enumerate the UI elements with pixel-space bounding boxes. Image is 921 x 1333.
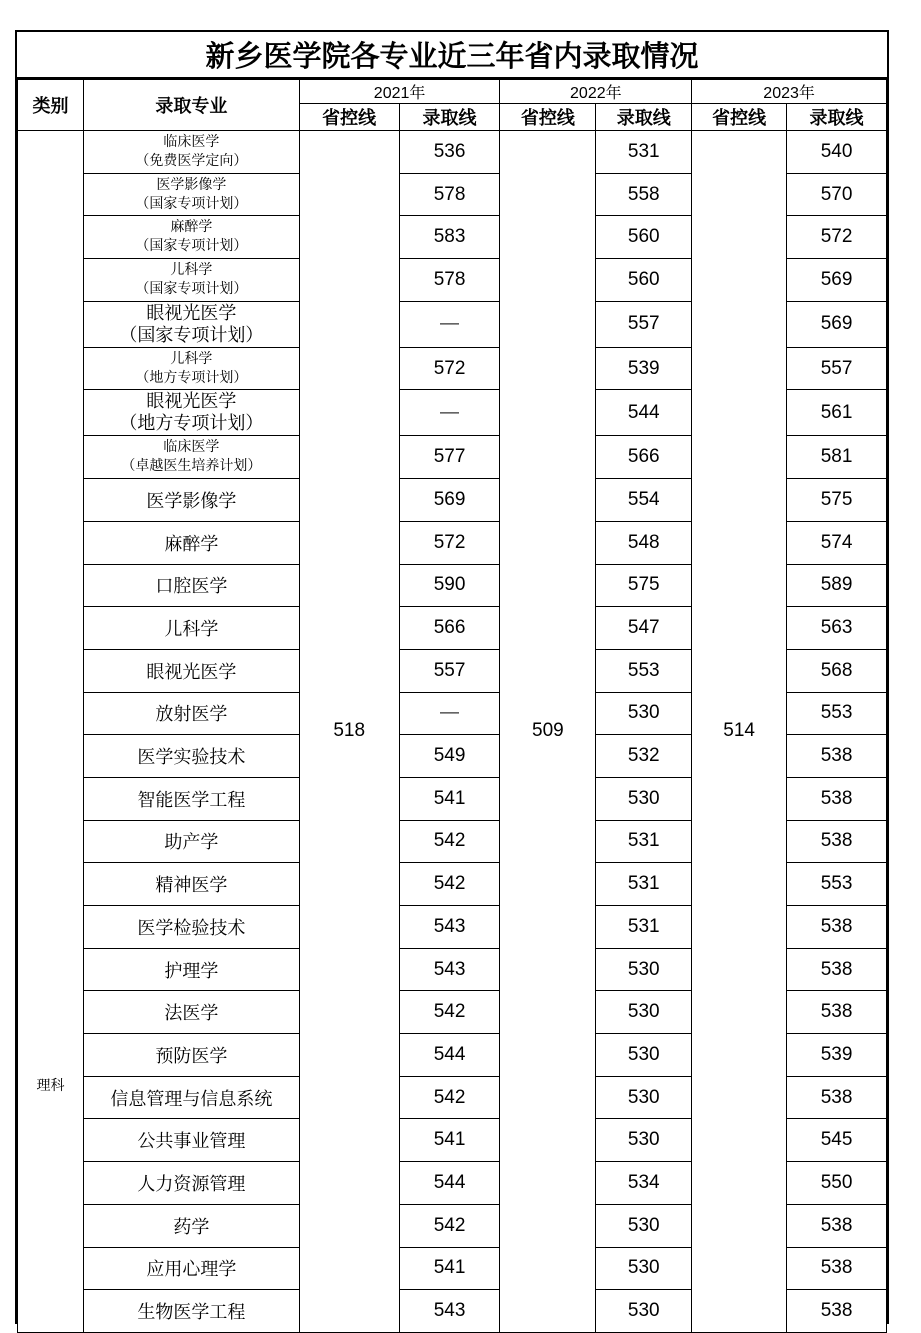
- admission-line-2023: 545: [787, 1119, 887, 1162]
- admission-line-2021: 544: [399, 1162, 500, 1205]
- admission-line-2023: 538: [787, 991, 887, 1034]
- major-name: 智能医学工程: [83, 777, 299, 820]
- admission-line-header-2023: 录取线: [787, 104, 887, 131]
- major-name: 口腔医学: [83, 564, 299, 607]
- admission-line-2022: 553: [596, 649, 692, 692]
- admission-line-2021: 543: [399, 906, 500, 949]
- admission-line-2022: 548: [596, 521, 692, 564]
- major-cell: [83, 131, 299, 174]
- admission-line-2021: 544: [399, 1034, 500, 1077]
- category-header: 类别: [18, 80, 84, 131]
- admission-sheet: [15, 30, 889, 1324]
- major-name: 儿科学: [170, 261, 213, 278]
- admission-line-2021: 542: [399, 1076, 500, 1119]
- admission-line-2022: 530: [596, 991, 692, 1034]
- major-name: 临床医学: [163, 439, 220, 456]
- admission-line-2022: 566: [596, 436, 692, 479]
- admission-line-2022: 531: [596, 131, 692, 174]
- major-cell: [83, 301, 299, 347]
- table-row: [18, 131, 887, 174]
- control-line-2022: 509: [500, 131, 596, 1333]
- admission-line-2021: 542: [399, 863, 500, 906]
- major-note: （地方专项计划）: [135, 369, 248, 386]
- major-name: 眼视光医学: [146, 391, 237, 413]
- admission-line-2023: 581: [787, 436, 887, 479]
- admission-line-2023: 538: [787, 1204, 887, 1247]
- admission-line-2022: 539: [596, 347, 692, 390]
- control-line-header-2023: 省控线: [692, 104, 787, 131]
- admission-line-2023: 538: [787, 1076, 887, 1119]
- admission-line-2021: 542: [399, 820, 500, 863]
- admission-line-2021: 542: [399, 991, 500, 1034]
- admission-line-2023: 538: [787, 1290, 887, 1333]
- admission-line-2023: 538: [787, 1247, 887, 1290]
- major-name: 精神医学: [83, 863, 299, 906]
- admission-line-2021: 578: [399, 259, 500, 302]
- admission-line-2023: 568: [787, 649, 887, 692]
- admission-line-2021: 541: [399, 777, 500, 820]
- major-note: （卓越医生培养计划）: [121, 458, 262, 475]
- admission-line-2021: 543: [399, 1290, 500, 1333]
- admission-line-2021: 572: [399, 521, 500, 564]
- major-name: 生物医学工程: [83, 1290, 299, 1333]
- admission-line-2022: 530: [596, 1034, 692, 1077]
- admission-line-2023: 553: [787, 863, 887, 906]
- admission-table: [17, 79, 887, 1333]
- admission-line-2021: 577: [399, 436, 500, 479]
- admission-line-2023: 539: [787, 1034, 887, 1077]
- major-note: （地方专项计划）: [119, 413, 264, 435]
- major-name: 预防医学: [83, 1034, 299, 1077]
- admission-line-2022: 531: [596, 906, 692, 949]
- major-name: 麻醉学: [170, 219, 213, 236]
- major-name: 信息管理与信息系统: [83, 1076, 299, 1119]
- admission-line-2022: 530: [596, 1290, 692, 1333]
- control-line-2021: 518: [299, 131, 399, 1333]
- admission-line-2022: 560: [596, 259, 692, 302]
- admission-line-2021: 549: [399, 735, 500, 778]
- admission-line-2023: 538: [787, 735, 887, 778]
- admission-line-2021: 536: [399, 131, 500, 174]
- admission-line-2023: 540: [787, 131, 887, 174]
- major-header: 录取专业: [83, 80, 299, 131]
- major-cell: [83, 436, 299, 479]
- admission-line-2021: 566: [399, 607, 500, 650]
- admission-line-2023: 569: [787, 259, 887, 302]
- admission-line-2022: 557: [596, 301, 692, 347]
- admission-line-2021: 543: [399, 948, 500, 991]
- major-name: 护理学: [83, 948, 299, 991]
- category-cell: 理科: [18, 131, 84, 1333]
- major-name: 儿科学: [83, 607, 299, 650]
- admission-line-2023: 550: [787, 1162, 887, 1205]
- admission-line-2023: 574: [787, 521, 887, 564]
- admission-line-2023: 538: [787, 820, 887, 863]
- admission-line-2022: 531: [596, 863, 692, 906]
- admission-line-2023: 563: [787, 607, 887, 650]
- admission-line-2022: 560: [596, 216, 692, 259]
- admission-line-2023: 575: [787, 479, 887, 522]
- control-line-header-2021: 省控线: [299, 104, 399, 131]
- major-note: （国家专项计划）: [135, 195, 248, 212]
- major-note: （国家专项计划）: [135, 280, 248, 297]
- admission-line-2023: 538: [787, 948, 887, 991]
- admission-line-2021: 572: [399, 347, 500, 390]
- admission-line-2022: 547: [596, 607, 692, 650]
- major-name: 医学检验技术: [83, 906, 299, 949]
- admission-line-2022: 530: [596, 1076, 692, 1119]
- control-line-header-2022: 省控线: [500, 104, 596, 131]
- admission-line-2022: 575: [596, 564, 692, 607]
- major-name: 医学影像学: [83, 479, 299, 522]
- major-cell: [83, 390, 299, 436]
- year-2023-header: 2023年: [692, 80, 887, 104]
- major-note: （国家专项计划）: [119, 324, 264, 346]
- major-note: （免费医学定向）: [135, 152, 248, 169]
- major-name: 麻醉学: [83, 521, 299, 564]
- major-name: 放射医学: [83, 692, 299, 735]
- admission-line-2023: 569: [787, 301, 887, 347]
- admission-line-2022: 558: [596, 173, 692, 216]
- admission-line-2023: 561: [787, 390, 887, 436]
- admission-line-2021: —: [399, 390, 500, 436]
- control-line-2023: 514: [692, 131, 787, 1333]
- major-name: 眼视光医学: [83, 649, 299, 692]
- admission-line-2023: 557: [787, 347, 887, 390]
- admission-line-header-2021: 录取线: [399, 104, 500, 131]
- admission-line-2022: 530: [596, 692, 692, 735]
- admission-line-2021: 590: [399, 564, 500, 607]
- admission-line-2023: 538: [787, 777, 887, 820]
- admission-line-2022: 530: [596, 1204, 692, 1247]
- admission-line-2021: 583: [399, 216, 500, 259]
- major-name: 医学实验技术: [83, 735, 299, 778]
- admission-line-2021: 557: [399, 649, 500, 692]
- admission-line-2023: 570: [787, 173, 887, 216]
- admission-line-2021: 569: [399, 479, 500, 522]
- admission-line-2022: 554: [596, 479, 692, 522]
- admission-line-2022: 531: [596, 820, 692, 863]
- major-cell: [83, 216, 299, 259]
- admission-line-2021: 578: [399, 173, 500, 216]
- major-name: 临床医学: [163, 133, 220, 150]
- admission-line-2023: 572: [787, 216, 887, 259]
- major-name: 人力资源管理: [83, 1162, 299, 1205]
- admission-line-2023: 589: [787, 564, 887, 607]
- major-note: （国家专项计划）: [135, 238, 248, 255]
- major-name: 应用心理学: [83, 1247, 299, 1290]
- admission-line-2022: 532: [596, 735, 692, 778]
- admission-line-2022: 530: [596, 948, 692, 991]
- admission-line-2022: 530: [596, 777, 692, 820]
- page-title: 新乡医学院各专业近三年省内录取情况: [17, 32, 887, 79]
- year-2022-header: 2022年: [500, 80, 692, 104]
- major-name: 助产学: [83, 820, 299, 863]
- admission-line-2023: 538: [787, 906, 887, 949]
- major-cell: [83, 173, 299, 216]
- major-name: 法医学: [83, 991, 299, 1034]
- admission-line-2022: 544: [596, 390, 692, 436]
- admission-line-2023: 553: [787, 692, 887, 735]
- major-cell: [83, 347, 299, 390]
- admission-line-2022: 534: [596, 1162, 692, 1205]
- admission-line-2021: —: [399, 692, 500, 735]
- admission-line-2022: 530: [596, 1119, 692, 1162]
- major-name: 药学: [83, 1204, 299, 1247]
- major-name: 公共事业管理: [83, 1119, 299, 1162]
- admission-line-2021: —: [399, 301, 500, 347]
- major-name: 眼视光医学: [146, 302, 237, 324]
- major-name: 医学影像学: [156, 176, 227, 193]
- admission-line-2021: 541: [399, 1119, 500, 1162]
- admission-line-header-2022: 录取线: [596, 104, 692, 131]
- year-2021-header: 2021年: [299, 80, 500, 104]
- admission-line-2021: 541: [399, 1247, 500, 1290]
- major-name: 儿科学: [170, 350, 213, 367]
- admission-line-2021: 542: [399, 1204, 500, 1247]
- admission-line-2022: 530: [596, 1247, 692, 1290]
- major-cell: [83, 259, 299, 302]
